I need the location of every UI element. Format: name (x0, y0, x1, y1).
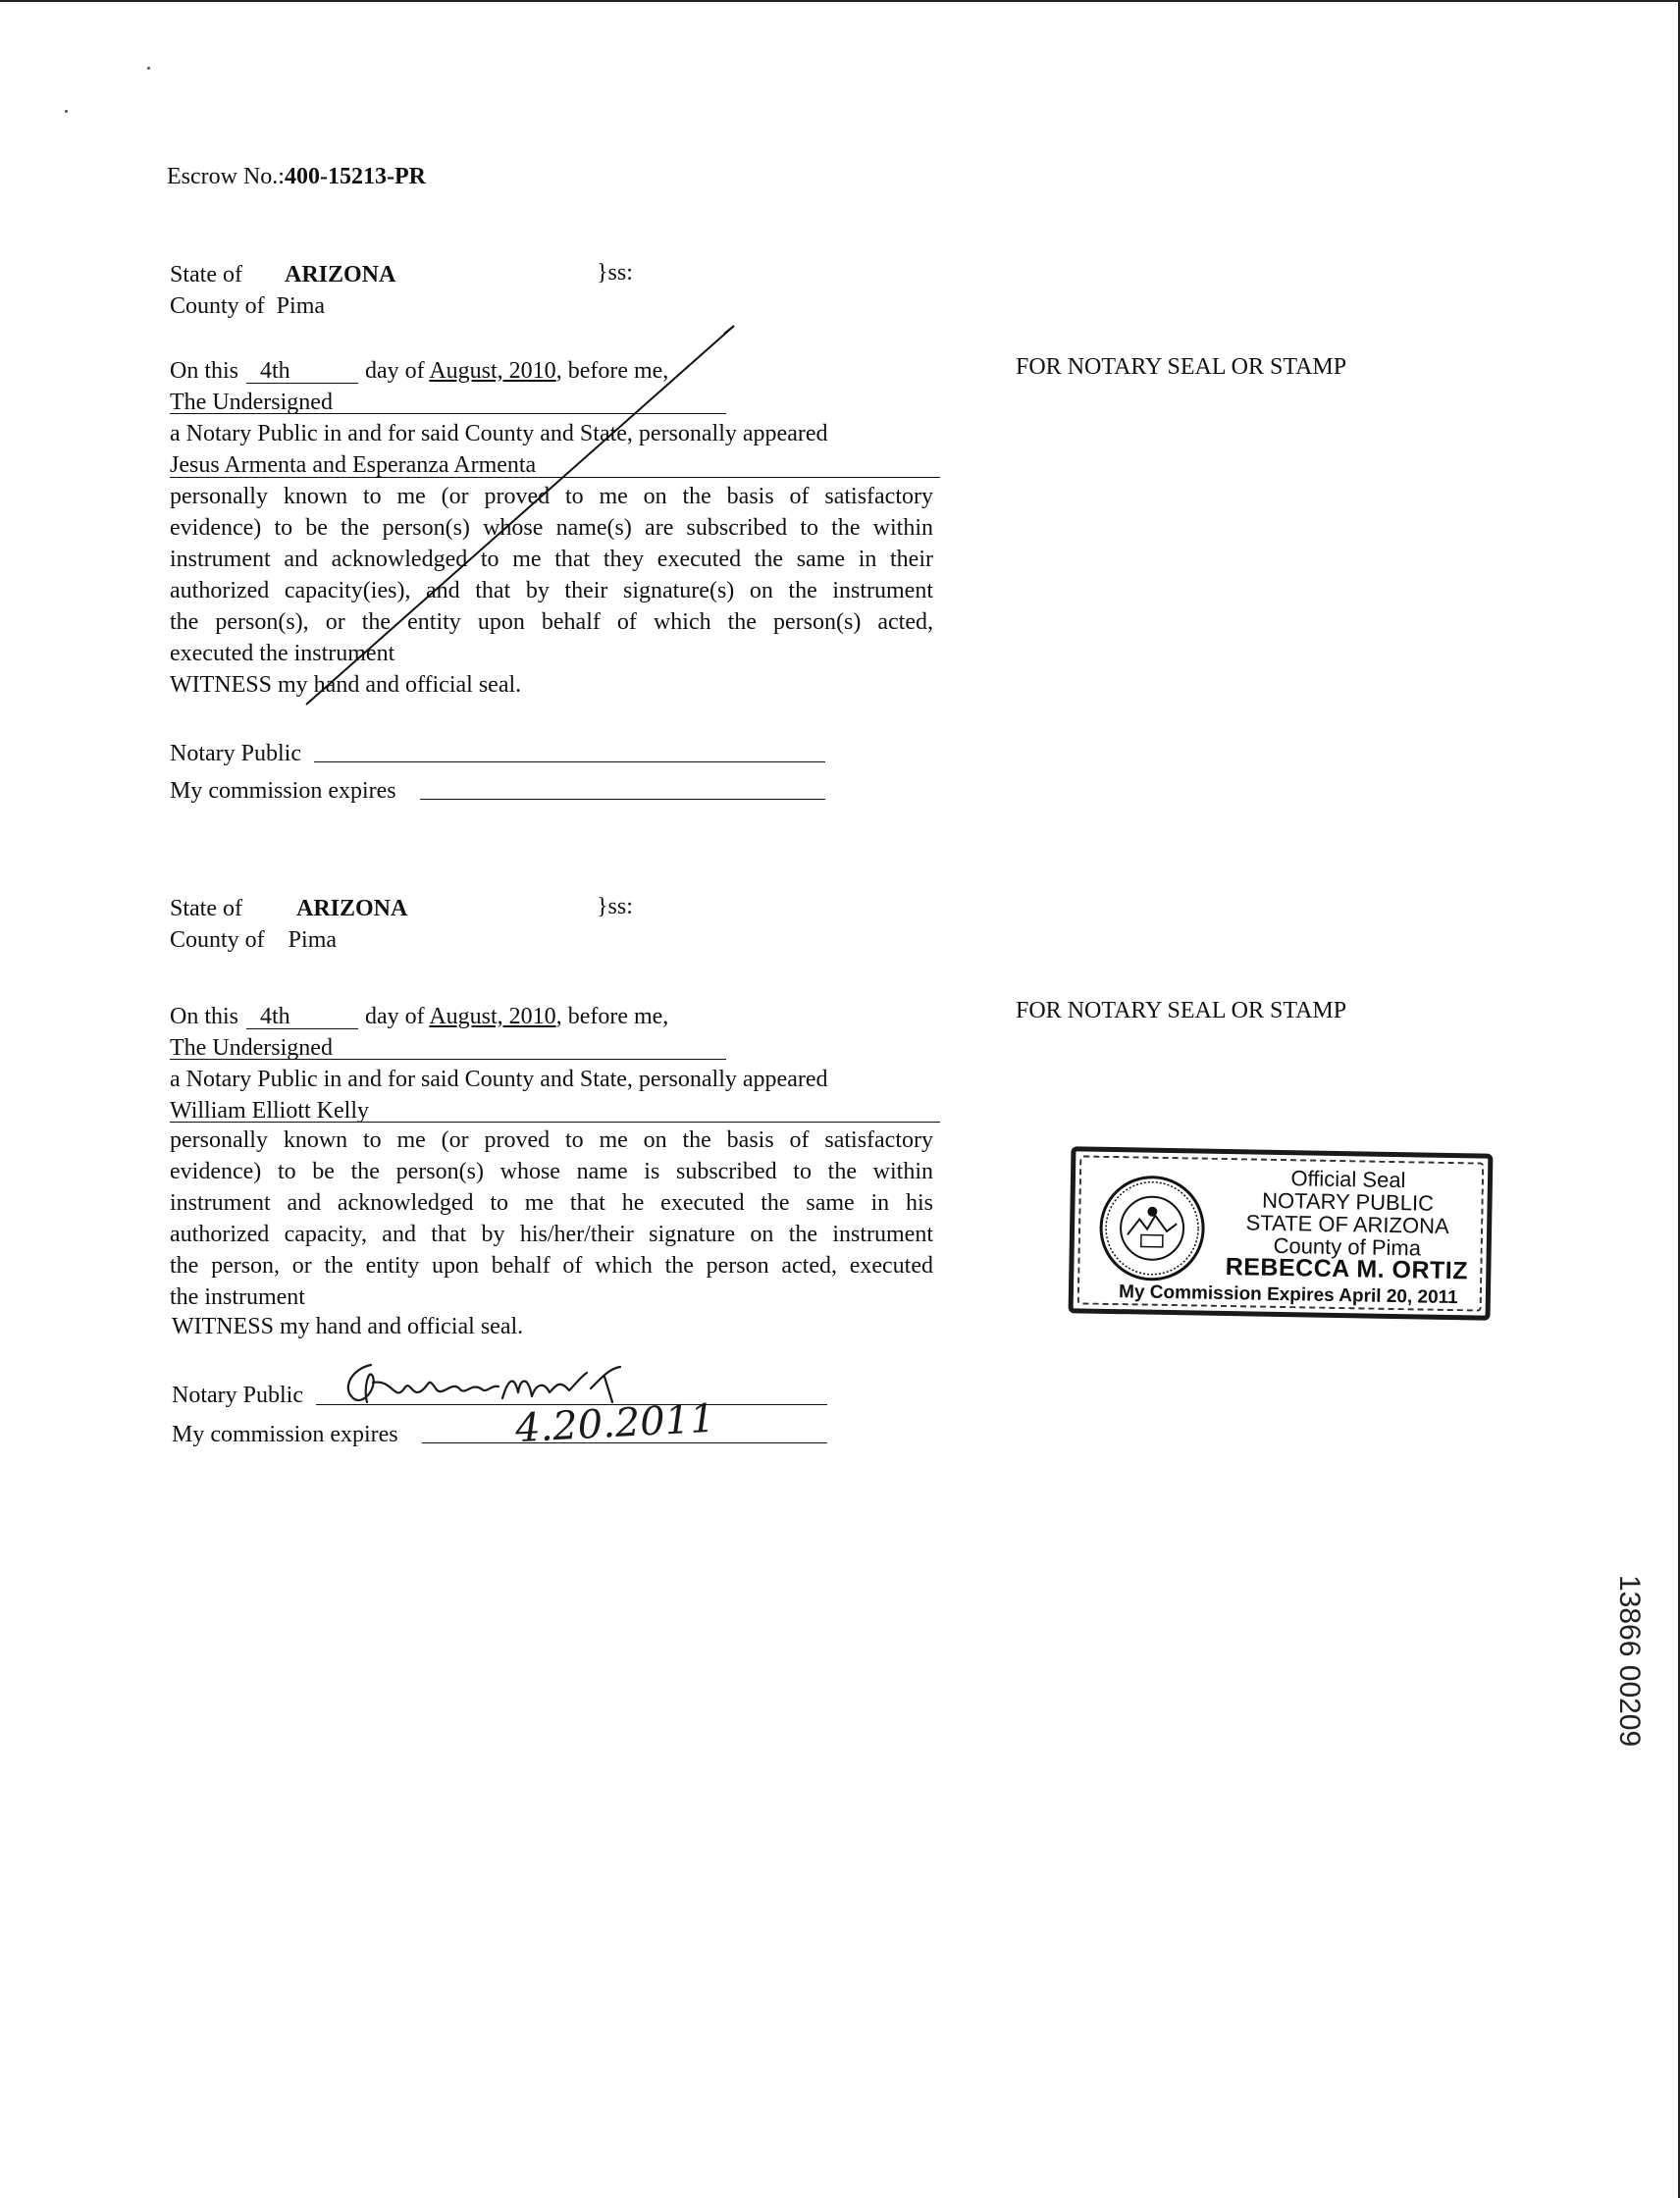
state-label-1: State of (170, 262, 242, 288)
body-line: the person, or the entity upon behalf of which the person acted, executed (170, 1253, 933, 1279)
notary-public-label-1: Notary Public (170, 741, 301, 766)
witness-line-2: WITNESS my hand and official seal. (172, 1314, 524, 1339)
state-name-1: ARIZONA (285, 262, 396, 288)
stamp-commission-expires: My Commission Expires April 20, 2011 (1118, 1282, 1458, 1309)
appeared-underline-2 (170, 1122, 940, 1123)
notary-line-2: a Notary Public in and for said County and State, personally appeared (170, 1067, 828, 1092)
body-line: personally known to me (or proved to me on the basis of satisfactory (170, 484, 933, 509)
escrow-number: 400-15213-PR (284, 164, 426, 189)
county-line-1 (170, 290, 325, 322)
day-of-label-2: day of (365, 1004, 425, 1029)
stamp-notary-name: REBECCA M. ORTIZ (1225, 1253, 1469, 1285)
body-line: evidence) to be the person(s) whose name is subscribed to the within (170, 1159, 933, 1184)
state-label-2: State of (170, 896, 242, 921)
notary-line-1: a Notary Public in and for said County and State, personally appeared (170, 421, 828, 446)
commission-date-handwritten: 4.20.2011 (513, 1395, 716, 1452)
commission-line-1 (420, 799, 825, 800)
body-line: instrument and acknowledged to me that they executed the same in their (170, 547, 933, 572)
commission-label-1: My commission expires (170, 778, 396, 804)
body-line: instrument and acknowledged to me that he executed the same in his (170, 1190, 933, 1216)
county-name-1: Pima (276, 293, 326, 319)
escrow-number-line (167, 161, 426, 192)
county-label-1: County of (170, 293, 265, 319)
ss-mark-2: }ss: (597, 894, 633, 919)
county-line-2 (170, 924, 337, 956)
body-line: personally known to me (or proved to me on the basis of satisfactory (170, 1127, 933, 1153)
day-of-label-1: day of (365, 358, 425, 384)
bates-number-text: 13866 00209 (1613, 1575, 1646, 1748)
officer-name-1: The Undersigned (170, 390, 333, 415)
on-this-label-1: On this (170, 358, 239, 384)
county-name-2: Pima (288, 927, 338, 953)
commission-label-2: My commission expires (172, 1422, 398, 1447)
stamp-text-block (1209, 1166, 1486, 1283)
void-strikethrough-line (285, 320, 746, 712)
notary-stamp (1069, 1146, 1494, 1320)
body-line: evidence) to be the person(s) whose name(s) are subscribed to the within (170, 515, 933, 541)
day-value-2: 4th (260, 1004, 290, 1029)
witness-line-1: WITNESS my hand and official seal. (170, 672, 522, 698)
stamp-official-seal: Official Seal (1290, 1166, 1406, 1193)
day-value-1: 4th (260, 358, 290, 384)
officer-underline-2 (170, 1059, 726, 1060)
appeared-names-1: Jesus Armenta and Esperanza Armenta (170, 452, 537, 478)
month-year-1: August, 2010 (429, 358, 556, 384)
scan-speck (65, 110, 68, 113)
body-line: authorized capacity, and that by his/her/their signature on the instrument (170, 1222, 933, 1247)
notary-signature-line-1 (314, 761, 825, 762)
escrow-label: Escrow No.: (167, 164, 285, 189)
stamp-county: County of Pima (1273, 1232, 1422, 1261)
notary-public-label-2: Notary Public (172, 1383, 303, 1408)
month-year-2: August, 2010 (429, 1004, 556, 1029)
page-top-edge (0, 0, 1680, 2)
arizona-state-seal-icon (1097, 1174, 1207, 1283)
seal-heading-2: FOR NOTARY SEAL OR STAMP (1016, 998, 1347, 1023)
stamp-state: STATE OF ARIZONA (1245, 1210, 1449, 1238)
before-me-1: , before me, (555, 358, 669, 384)
ss-mark-1: }ss: (597, 260, 633, 286)
appeared-names-2: William Elliott Kelly (170, 1098, 370, 1124)
date-line-2 (365, 1001, 668, 1032)
seal-heading-1: FOR NOTARY SEAL OR STAMP (1016, 354, 1347, 380)
on-this-label-2: On this (170, 1004, 239, 1029)
body-line: authorized capacity(ies), and that by their signature(s) on the instrument (170, 578, 933, 603)
before-me-2: , before me, (555, 1004, 669, 1029)
body-line: executed the instrument (170, 641, 395, 666)
stamp-notary-public: NOTARY PUBLIC (1261, 1187, 1435, 1216)
body-line: the person(s), or the entity upon behalf of which the person(s) acted, (170, 609, 933, 635)
body-line: the instrument (170, 1284, 305, 1310)
state-name-2: ARIZONA (296, 896, 408, 921)
county-label-2: County of (170, 927, 265, 953)
officer-name-2: The Undersigned (170, 1035, 333, 1061)
acknowledgment-body-2 (170, 1125, 933, 1313)
scan-speck (147, 67, 150, 70)
